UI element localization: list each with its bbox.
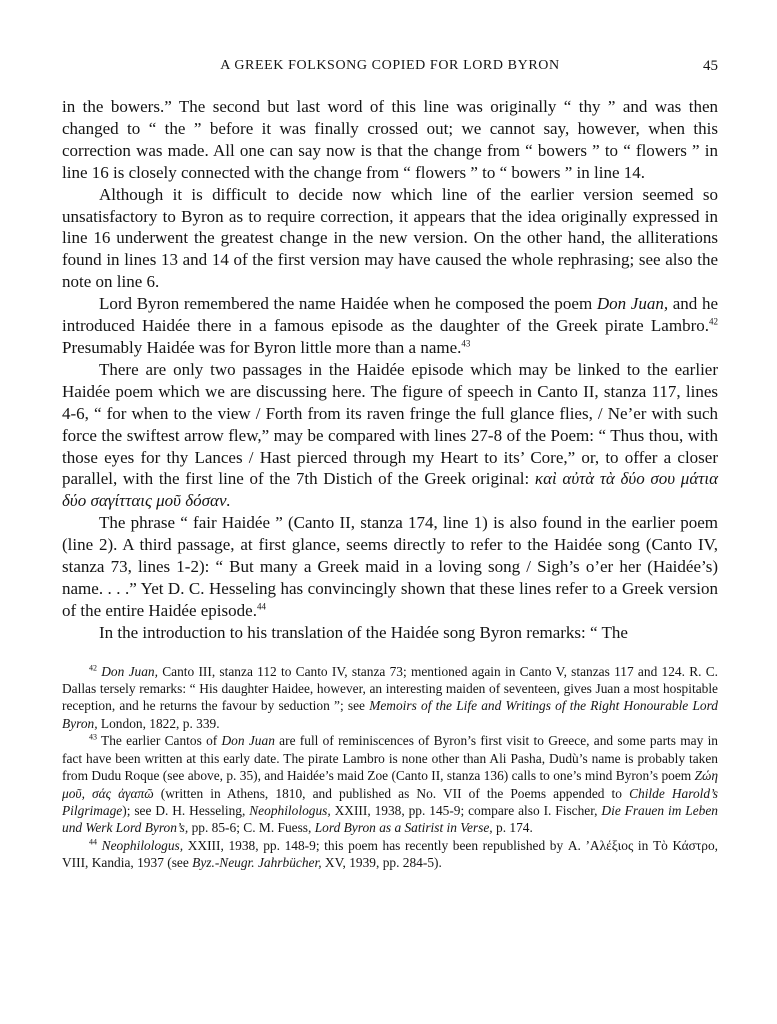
footnote-number: 42 (89, 663, 97, 673)
paragraph-5 (62, 512, 718, 622)
p3-text-c: Presumably Haidée was for Byron little more than a name. (62, 337, 462, 357)
page (62, 58, 718, 872)
work-title-don-juan: Don Juan, (596, 294, 669, 314)
p4-text: There are only two passages in the Haidée episode which may be linked to the earlier Haidée poem which we are discussing here. The figure of speech in Canto II, stanza 117, lines 4-6, “ for when to the view / Forth from its raven fringe the full glance flies, / Ne’er with such force the swiftest arrow flew,” may be compared with lines 27-8 of the Poem: “ Thus thou, with those eyes for thy Lances / Hast pierced through my Heart to its’ Core,” or, to offer a closer parallel, with the first line of the 7th Distich of the Greek original: (62, 359, 718, 489)
page-number: 45 (703, 58, 718, 74)
footnote-44 (62, 837, 718, 872)
footnote-text: XXIII, 1938, pp. 145-9; compare also I. Fischer, (330, 802, 602, 818)
footnote-number: 43 (89, 732, 97, 742)
footnote-italic: Neophilologus, (249, 802, 331, 818)
p5-text: The phrase “ fair Haidée ” (Canto II, stanza 174, line 1) is also found in the earlier poem (line 2). A third passage, at first glance, seems directly to refer to the Haidée song (Canto IV, stanza 73, lines 1-2): “ But many a Greek maid in a loving song / Sigh’s o’er her (Haidée’s) name. . . .” Yet D. C. Hesseling has convincingly shown that these lines refer to a Greek version of the entire Haidée episode. (62, 513, 718, 620)
greek-quote: καὶ αὐτὰ τὰ δύο σου μάτια δύο σαγίτταις μοῦ δόσαν. (62, 469, 718, 511)
footnote-italic: Memoirs of the Life and Writings of the Right Honourable Lord Byron, (62, 698, 719, 731)
footnote-text: (written in Athens, 1810, and published as No. VII of the Poems appended to (153, 785, 630, 801)
footnote-text: The earlier Cantos of (97, 733, 222, 749)
footnote-text: XV, 1939, pp. 284-5). (321, 855, 442, 871)
footnote-43 (62, 732, 718, 836)
paragraph-2: Although it is difficult to decide now which line of the earlier version seemed so unsatisfactory to Byron as to require correction, it appears that the idea originally expressed in line 16 underwent the greatest change in the new version. On the other hand, the alliterations found in lines 13 and 14 of the first version may have caused the whole rephrasing; see also the note on line 6. (62, 184, 718, 292)
footnote-ref-42: 42 (709, 316, 718, 327)
footnote-text: London, 1822, p. 339. (97, 715, 220, 731)
footnote-italic: Don Juan (221, 733, 275, 749)
paragraph-3 (62, 293, 718, 359)
footnote-text: XXIII, 1938, pp. 148-9; this poem has recently been republished by Α. ’Αλέξιος in Τὸ Κάστρο, VIII, Kandia, 1937 (see (62, 837, 718, 871)
footnote-text: pp. 85-6; C. M. Fuess, (188, 820, 315, 836)
footnote-italic: Don Juan, (101, 663, 158, 679)
footnote-italic: Byz.-Neugr. Jahrbücher, (192, 855, 322, 871)
footnote-italic: Die Frauen im Leben und Werk Lord Byron’s, (62, 802, 718, 836)
running-header (62, 58, 718, 82)
footnote-text: p. 174. (492, 820, 533, 836)
footnote-text: ); see D. H. Hesseling, (122, 802, 250, 818)
footnotes (62, 663, 718, 872)
footnote-italic: Neophilologus, (101, 837, 184, 853)
paragraph-1: in the bowers.” The second but last word of this line was originally “ thy ” and was then changed to “ the ” before it was finally crossed out; we cannot say, however, when this correction was made. All one can say now is that the change from “ bowers ” to “ flowers ” in line 16 is closely connected with the change from “ flowers ” to “ bowers ” in line 14. (62, 97, 718, 182)
running-title: A GREEK FOLKSONG COPIED FOR LORD BYRON (220, 58, 560, 73)
footnote-ref-43: 43 (461, 338, 471, 349)
footnote-ref-44: 44 (256, 601, 266, 612)
p3-text-a: Lord Byron remembered the name Haidée when he composed the poem (99, 294, 597, 314)
paragraph-4 (62, 359, 718, 512)
footnote-italic: Lord Byron as a Satirist in Verse, (314, 820, 493, 836)
p3-text-b: and he introduced Haidée there in a famous episode as the daughter of the Greek pirate Lambro. (62, 294, 718, 336)
footnote-text: are full of reminiscences of Byron’s first visit to Greece, and some parts may in fact have been written at this early date. The pirate Lambro is none other than Ali Pasha, Dudù’s name is probably taken from Dudu Roque (see above, p. 35), and Haidée’s maid Zoe (Canto II, stanza 136) calls to one’s mind Byron’s poem (62, 733, 718, 784)
body-text (62, 96, 718, 644)
footnote-italic: Childe Harold’s Pilgrimage (62, 785, 719, 818)
paragraph-6: In the introduction to his translation of the Haidée song Byron remarks: “ The (99, 622, 628, 642)
footnote-text: Canto III, stanza 112 to Canto IV, stanza 73; mentioned again in Canto V, stanzas 117 and 124. R. C. Dallas tersely remarks: “ His daughter Haidee, however, an interesting maiden of seventeen, gives Juan a most hospitable reception, and he returns the favour by seduction ”; see (62, 663, 719, 714)
footnote-italic: Ζώη μοῦ, σάς ἀγαπῶ (62, 768, 718, 801)
footnote-number: 44 (89, 837, 97, 847)
footnote-42 (62, 663, 718, 733)
